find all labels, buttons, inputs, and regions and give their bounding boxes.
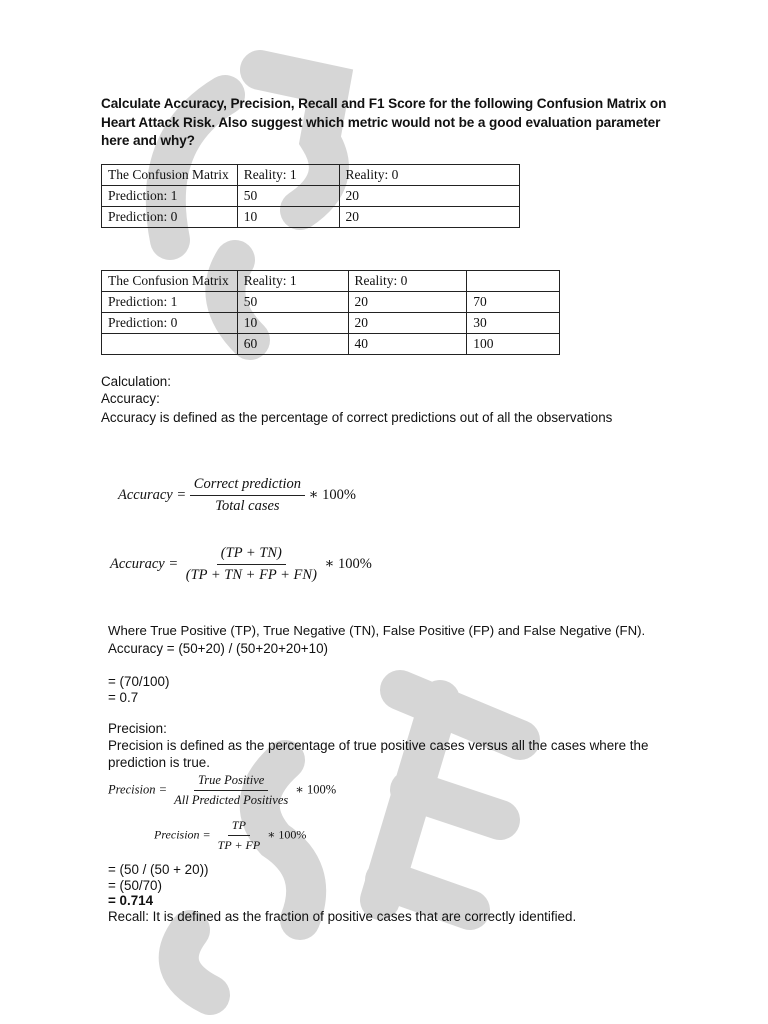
table-cell: 30 bbox=[467, 313, 560, 334]
table-cell: Prediction: 1 bbox=[102, 186, 238, 207]
formula-numerator: True Positive bbox=[194, 773, 268, 791]
table-row bbox=[102, 207, 520, 228]
table-row bbox=[102, 165, 520, 186]
table-cell: 20 bbox=[348, 313, 467, 334]
formula-lhs: Precision = bbox=[108, 782, 168, 797]
table-cell: 20 bbox=[339, 207, 519, 228]
calculation-heading: Calculation: bbox=[101, 374, 171, 389]
formula-fraction bbox=[190, 476, 305, 515]
formula-denominator: TP + FP bbox=[217, 838, 261, 852]
formula-numerator: Correct prediction bbox=[190, 476, 305, 496]
precision-calc-line-1: = (50 / (50 + 20)) bbox=[108, 862, 209, 877]
formula-rhs: ∗ 100% bbox=[295, 782, 337, 797]
formula-denominator: Total cases bbox=[215, 498, 280, 514]
formula-numerator: (TP + TN) bbox=[217, 545, 286, 565]
accuracy-calc-line-3: = 0.7 bbox=[108, 690, 139, 705]
table-row bbox=[102, 313, 560, 334]
precision-definition-line-2: prediction is true. bbox=[108, 755, 210, 770]
question-heading: Calculate Accuracy, Precision, Recall and F1 Score for the following Confusion Matrix on Heart Attack Risk. Also suggest which metric would not be a good evaluation parameter here and why? bbox=[101, 96, 667, 148]
table-cell: 20 bbox=[348, 292, 467, 313]
precision-formula-1 bbox=[108, 773, 336, 808]
table-cell: Reality: 1 bbox=[237, 271, 348, 292]
table-row bbox=[102, 186, 520, 207]
table-row bbox=[102, 292, 560, 313]
recall-definition: Recall: It is defined as the fraction of positive cases that are correctly identified. bbox=[108, 909, 577, 924]
accuracy-label: Accuracy: bbox=[101, 391, 160, 406]
table-cell: The Confusion Matrix bbox=[102, 271, 238, 292]
table-cell: 60 bbox=[237, 334, 348, 355]
table-row bbox=[102, 271, 560, 292]
table-cell: 10 bbox=[237, 207, 339, 228]
table-cell: Prediction: 0 bbox=[102, 313, 238, 334]
confusion-matrix-table-1 bbox=[101, 164, 520, 228]
formula-fraction bbox=[170, 773, 292, 808]
watermark-letter-c-bottom bbox=[179, 930, 210, 995]
table-cell: Prediction: 1 bbox=[102, 292, 238, 313]
definitions-text: Where True Positive (TP), True Negative (TN), False Positive (FP) and False Negative (FN). bbox=[108, 623, 646, 638]
formula-fraction bbox=[214, 818, 265, 853]
formula-rhs: ∗ 100% bbox=[324, 555, 372, 572]
table-cell: 70 bbox=[467, 292, 560, 313]
table-cell: 10 bbox=[237, 313, 348, 334]
table-cell: The Confusion Matrix bbox=[102, 165, 238, 186]
table-row bbox=[102, 334, 560, 355]
table-cell: Reality: 0 bbox=[348, 271, 467, 292]
precision-definition-line-1: Precision is defined as the percentage of true positive cases versus all the cases where the bbox=[108, 738, 649, 753]
formula-lhs: Accuracy = bbox=[118, 486, 187, 503]
accuracy-formula-1 bbox=[118, 476, 356, 515]
precision-calc-line-2: = (50/70) bbox=[108, 878, 162, 893]
table-cell: 20 bbox=[339, 186, 519, 207]
formula-denominator: (TP + TN + FP + FN) bbox=[185, 567, 317, 583]
formula-lhs: Precision = bbox=[154, 827, 211, 842]
accuracy-calc-line-2: = (70/100) bbox=[108, 674, 170, 689]
table-cell: 100 bbox=[467, 334, 560, 355]
table-cell: Prediction: 0 bbox=[102, 207, 238, 228]
accuracy-formula-2 bbox=[110, 545, 372, 584]
confusion-matrix-table-2 bbox=[101, 270, 560, 355]
table-cell: 40 bbox=[348, 334, 467, 355]
formula-lhs: Accuracy = bbox=[110, 555, 179, 572]
table-cell: Reality: 0 bbox=[339, 165, 519, 186]
precision-result: = 0.714 bbox=[108, 893, 154, 908]
formula-fraction bbox=[182, 545, 321, 584]
precision-formula-2 bbox=[154, 818, 306, 853]
table-cell bbox=[467, 271, 560, 292]
accuracy-calc-line-1: Accuracy = (50+20) / (50+20+20+10) bbox=[108, 641, 328, 656]
table-cell bbox=[102, 334, 238, 355]
table-cell: Reality: 1 bbox=[237, 165, 339, 186]
table-cell: 50 bbox=[237, 292, 348, 313]
table-cell: 50 bbox=[237, 186, 339, 207]
formula-rhs: ∗ 100% bbox=[308, 486, 356, 503]
formula-rhs: ∗ 100% bbox=[267, 827, 307, 842]
accuracy-definition: Accuracy is defined as the percentage of correct predictions out of all the observations bbox=[101, 410, 613, 425]
watermark-letter-e-bottom bbox=[380, 690, 520, 910]
formula-denominator: All Predicted Positives bbox=[174, 793, 289, 807]
formula-numerator: TP bbox=[228, 818, 250, 836]
precision-label: Precision: bbox=[108, 721, 167, 736]
